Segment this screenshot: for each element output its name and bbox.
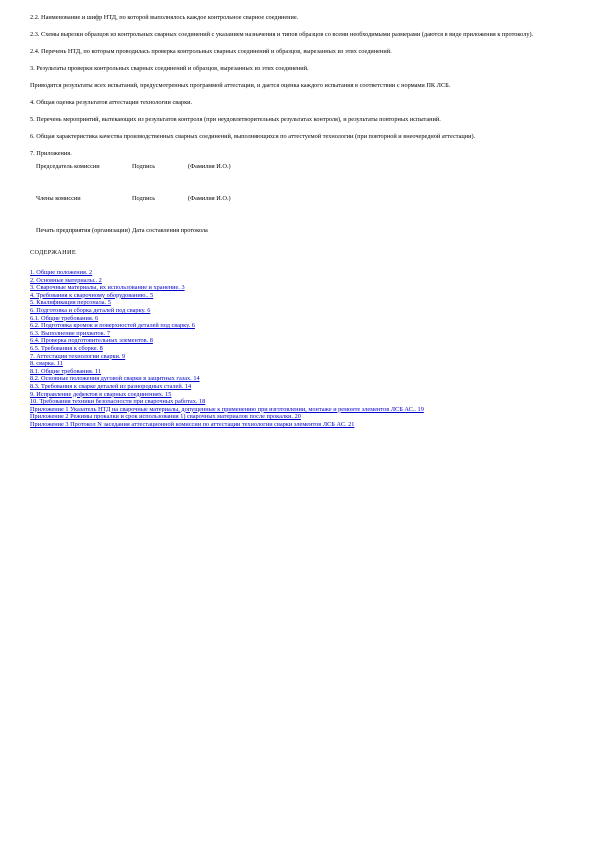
- toc-link[interactable]: 6.5. Требования к сборке. 8: [30, 344, 103, 352]
- toc-title: СОДЕРЖАНИЕ: [30, 249, 76, 256]
- toc-link[interactable]: 7. Аттестация технологии сварки. 9: [30, 352, 126, 360]
- list-item: [30, 315, 565, 323]
- toc-link[interactable]: 1. Общие положения. 2: [30, 269, 93, 276]
- list-item: [30, 398, 565, 406]
- list-item: [30, 292, 565, 300]
- section-4: 4. Общая оценка результатов аттестации технологии сварки.: [30, 99, 193, 106]
- list-item: [30, 391, 565, 399]
- chair-label: Председатель комиссии: [36, 163, 100, 170]
- list-item: [30, 413, 565, 421]
- toc-link[interactable]: 6.2. Подготовка кромок и поверхностей деталей под сварку. 6: [30, 322, 195, 330]
- section-5: 5. Перечень мероприятий, вытекающих из результатов контроля (при неудовлетворительных результатах контроля), и результаты повторных испытаний.: [30, 116, 441, 123]
- members-name-label: (Фамилия И.О.): [188, 195, 231, 202]
- toc-link[interactable]: Приложение 1 Указатель НТД на сварочные материалы, допущенные к применению при изготовлении, монтаже и ремонте элементов ЛСБ АС.. 19: [30, 405, 424, 413]
- list-item: [30, 353, 565, 361]
- list-item: [30, 360, 565, 368]
- list-item: [30, 345, 565, 353]
- list-item: [30, 330, 565, 338]
- toc-link[interactable]: 3. Сварочные материалы, их использование и хранение. 3: [30, 284, 185, 292]
- toc-link[interactable]: 6.3. Выполнение прихваток. 7: [30, 329, 111, 337]
- list-item: [30, 307, 565, 315]
- document-page: [30, 14, 565, 428]
- toc-link[interactable]: Приложение 2 Режимы прокалки и срок использования 1) сварочных материалов после прокалки. 20: [30, 413, 301, 421]
- list-item: [30, 421, 565, 429]
- stamp-label: Печать предприятия (организации): [36, 227, 130, 234]
- list-item: [30, 277, 565, 285]
- section-2-2: 2.2. Наименование и шифр НТД, по которой выполнялось каждое контрольное сварное соединение.: [30, 14, 299, 21]
- members-signature-label: Подпись: [132, 195, 156, 202]
- toc-link[interactable]: 9. Исправление дефектов в сварных соединениях. 15: [30, 390, 172, 398]
- list-item: [30, 383, 565, 391]
- toc-link[interactable]: 8.1. Общие требования. 11: [30, 367, 102, 375]
- list-item: [30, 284, 565, 292]
- toc-link[interactable]: Приложение 3 Протокол N заседания аттестационной комиссии по аттестации технологии сварки элементов ЛСБ АС. 21: [30, 420, 355, 428]
- toc-link[interactable]: 8.3. Требования к сварке деталей из разнородных сталей. 14: [30, 382, 192, 390]
- toc-link[interactable]: 6. Подготовка и сборка деталей под сварку. 6: [30, 306, 151, 314]
- signature-table: [36, 163, 231, 235]
- list-item: [30, 322, 565, 330]
- list-item: [30, 337, 565, 345]
- section-3-text: Приводятся результаты всех испытаний, предусмотренных программой аттестации, и дается оценка каждого испытания в соответствии с нормами ПК ЛСБ.: [30, 82, 451, 89]
- toc-link[interactable]: 5. Квалификация персонала. 5: [30, 299, 111, 307]
- date-label: Дата составления протокола: [132, 227, 208, 234]
- toc-link[interactable]: 8. сварка. 11: [30, 360, 63, 368]
- section-2-4: 2.4. Перечень НТД, по которым проводилась проверка контрольных сварных соединений и образцов, вырезанных из этих соединений.: [30, 48, 392, 55]
- list-item: [30, 406, 565, 414]
- chair-signature-label: Подпись: [132, 163, 156, 170]
- toc-link[interactable]: 8.2. Основные положения дуговой сварки в защитных газах. 14: [30, 375, 200, 383]
- table-of-contents: [30, 269, 565, 428]
- toc-link[interactable]: 2. Основные материалы.. 2: [30, 276, 102, 284]
- section-3: 3. Результаты проверки контрольных сварных соединений и образцов, вырезанных из этих соединений.: [30, 65, 309, 72]
- toc-link[interactable]: 10. Требования техники безопасности при сварочных работах. 18: [30, 398, 206, 406]
- section-7: 7. Приложения.: [30, 150, 72, 157]
- section-6: 6. Общая характеристика качества производственных сварных соединений, выполняющихся по аттестуемой технологии (при повторной и внеочередной аттестации).: [30, 133, 476, 140]
- list-item: [30, 299, 565, 307]
- list-item: [30, 368, 565, 376]
- list-item: [30, 375, 565, 383]
- toc-link[interactable]: 6.1. Общие требования. 6: [30, 314, 99, 322]
- members-label: Члены комиссии: [36, 195, 81, 202]
- chair-name-label: (Фамилия И.О.): [188, 163, 231, 170]
- toc-link[interactable]: 4. Требования к сварочному оборудованию.. 5: [30, 291, 154, 299]
- list-item: [30, 269, 565, 277]
- section-2-3: 2.3. Схемы вырезки образцов из контрольных сварных соединений с указанием назначения и типов образцов со всеми необходимыми размерами (даются в виде приложения к протоколу).: [30, 31, 534, 38]
- toc-link[interactable]: 6.4. Проверка подготовительных элементов. 8: [30, 337, 153, 345]
